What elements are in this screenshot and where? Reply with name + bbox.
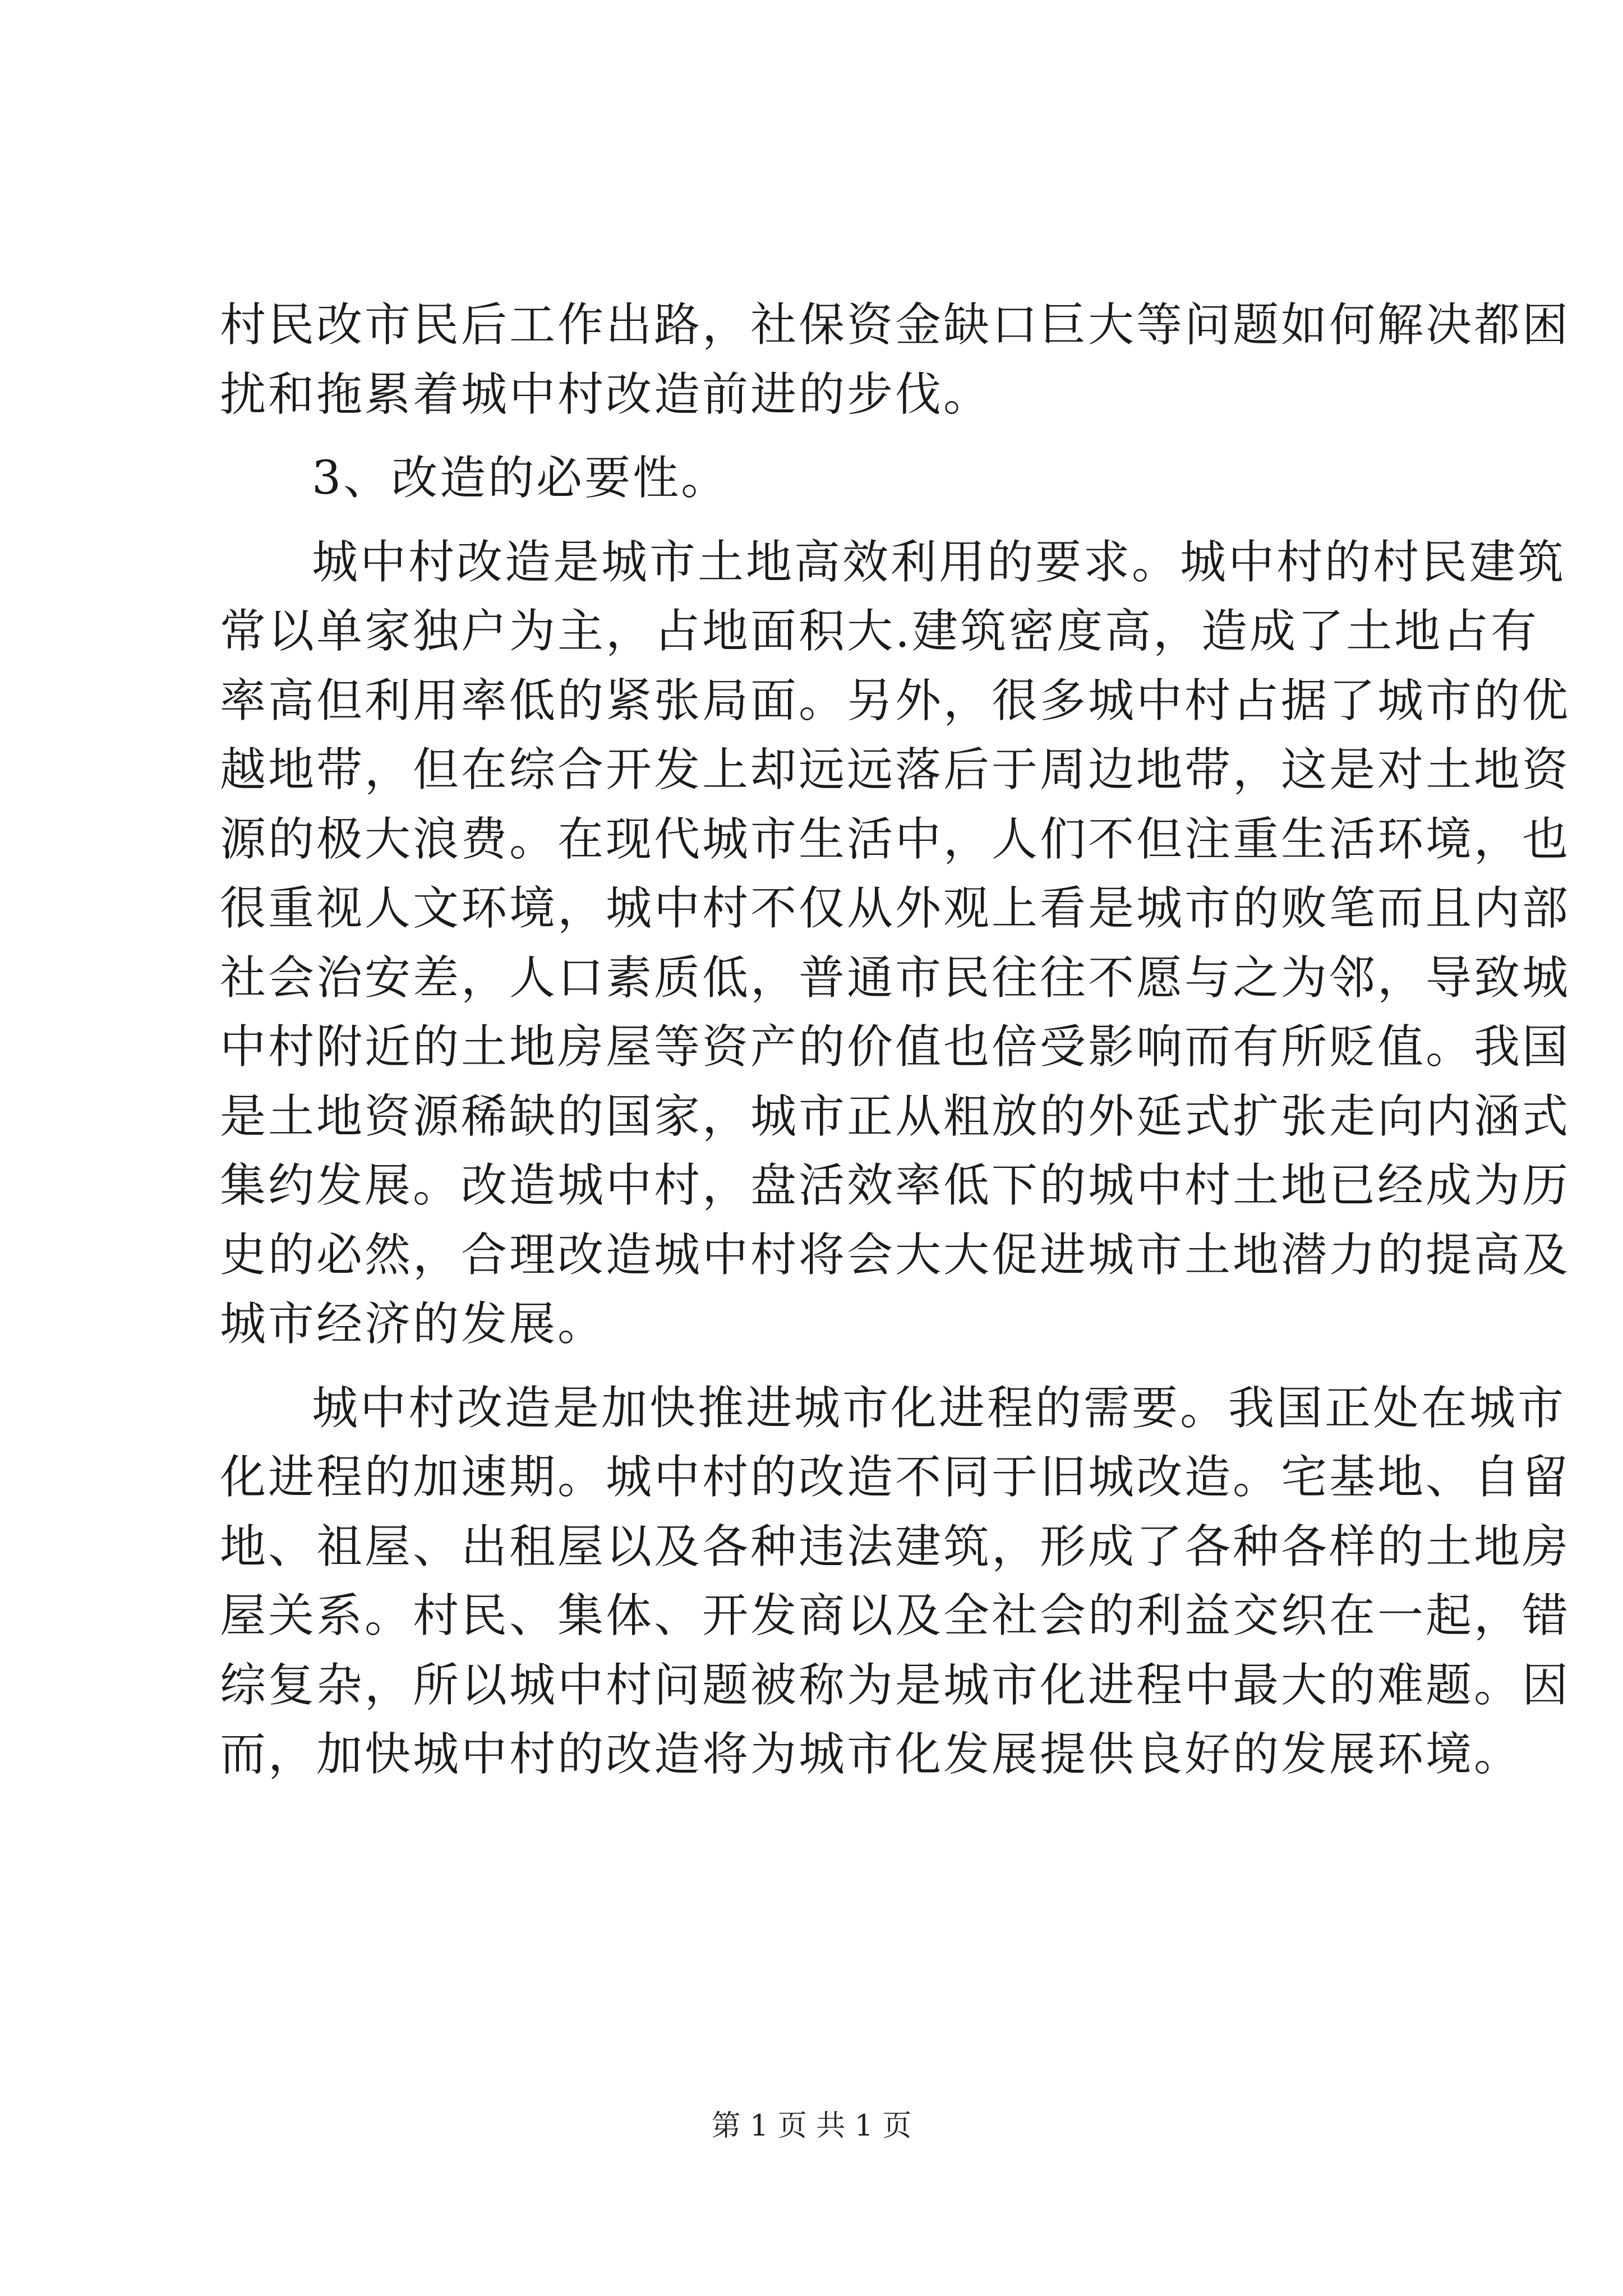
text-line: 化进程的加速期。城中村的改造不同于旧城改造。宅基地、自留: [220, 1451, 1571, 1504]
text-line: 屋关系。村民、集体、开发商以及全社会的利益交织在一起，错: [220, 1589, 1571, 1642]
paragraph: [220, 291, 1571, 429]
paragraph: [220, 528, 1571, 1359]
page-number-label: 第 1 页 共 1 页: [711, 2109, 912, 2143]
text-line: 综复杂，所以城中村问题被称为是城市化进程中最大的难题。因: [220, 1658, 1571, 1712]
text-line: 城市经济的发展。: [220, 1297, 606, 1351]
text-line: 城中村改造是城市土地高效利用的要求。城中村的村民建筑: [312, 535, 1566, 589]
document-body: [220, 291, 1571, 1789]
text-line: 城中村改造是加快推进城市化进程的需要。我国正处在城市: [312, 1381, 1566, 1435]
section-heading: [220, 444, 1409, 513]
text-line: 率高但利用率低的紧张局面。另外，很多城中村占据了城市的优: [220, 674, 1571, 728]
text-line: 很重视人文环境，城中村不仅从外观上看是城市的败笔而且内部: [220, 882, 1571, 935]
text-line: 3、改造的必要性。: [312, 452, 730, 505]
text-line: 社会治安差，人口素质低，普通市民往往不愿与之为邻，导致城: [220, 951, 1571, 1005]
text-line: 是土地资源稀缺的国家，城市正从粗放的外延式扩张走向内涵式: [220, 1089, 1571, 1143]
text-line: 中村附近的土地房屋等资产的价值也倍受影响而有所贬值。我国: [220, 1020, 1571, 1074]
paragraph: [220, 1374, 1571, 1789]
text-line: 越地带，但在综合开发上却远远落后于周边地带，这是对土地资: [220, 743, 1571, 797]
text-line: 扰和拖累着城中村改造前进的步伐。: [220, 367, 992, 421]
text-line: 史的必然，合理改造城中村将会大大促进城市土地潜力的提高及: [220, 1228, 1571, 1282]
text-line: 村民改市民后工作出路，社保资金缺口巨大等问题如何解决都困: [220, 298, 1571, 352]
text-line: 集约发展。改造城中村，盘活效率低下的城中村土地已经成为历: [220, 1159, 1571, 1212]
text-line: 源的极大浪费。在现代城市生活中，人们不但注重生活环境，也: [220, 812, 1571, 866]
text-line: 而，加快城中村的改造将为城市化发展提供良好的发展环境。: [220, 1728, 1523, 1781]
text-line: 常以单家独户为主，占地面积大.建筑密度高，造成了土地占有: [220, 605, 1539, 658]
page-footer: [0, 2109, 1623, 2143]
text-line: 地、祖屋、出租屋以及各种违法建筑，形成了各种各样的土地房: [220, 1520, 1571, 1573]
